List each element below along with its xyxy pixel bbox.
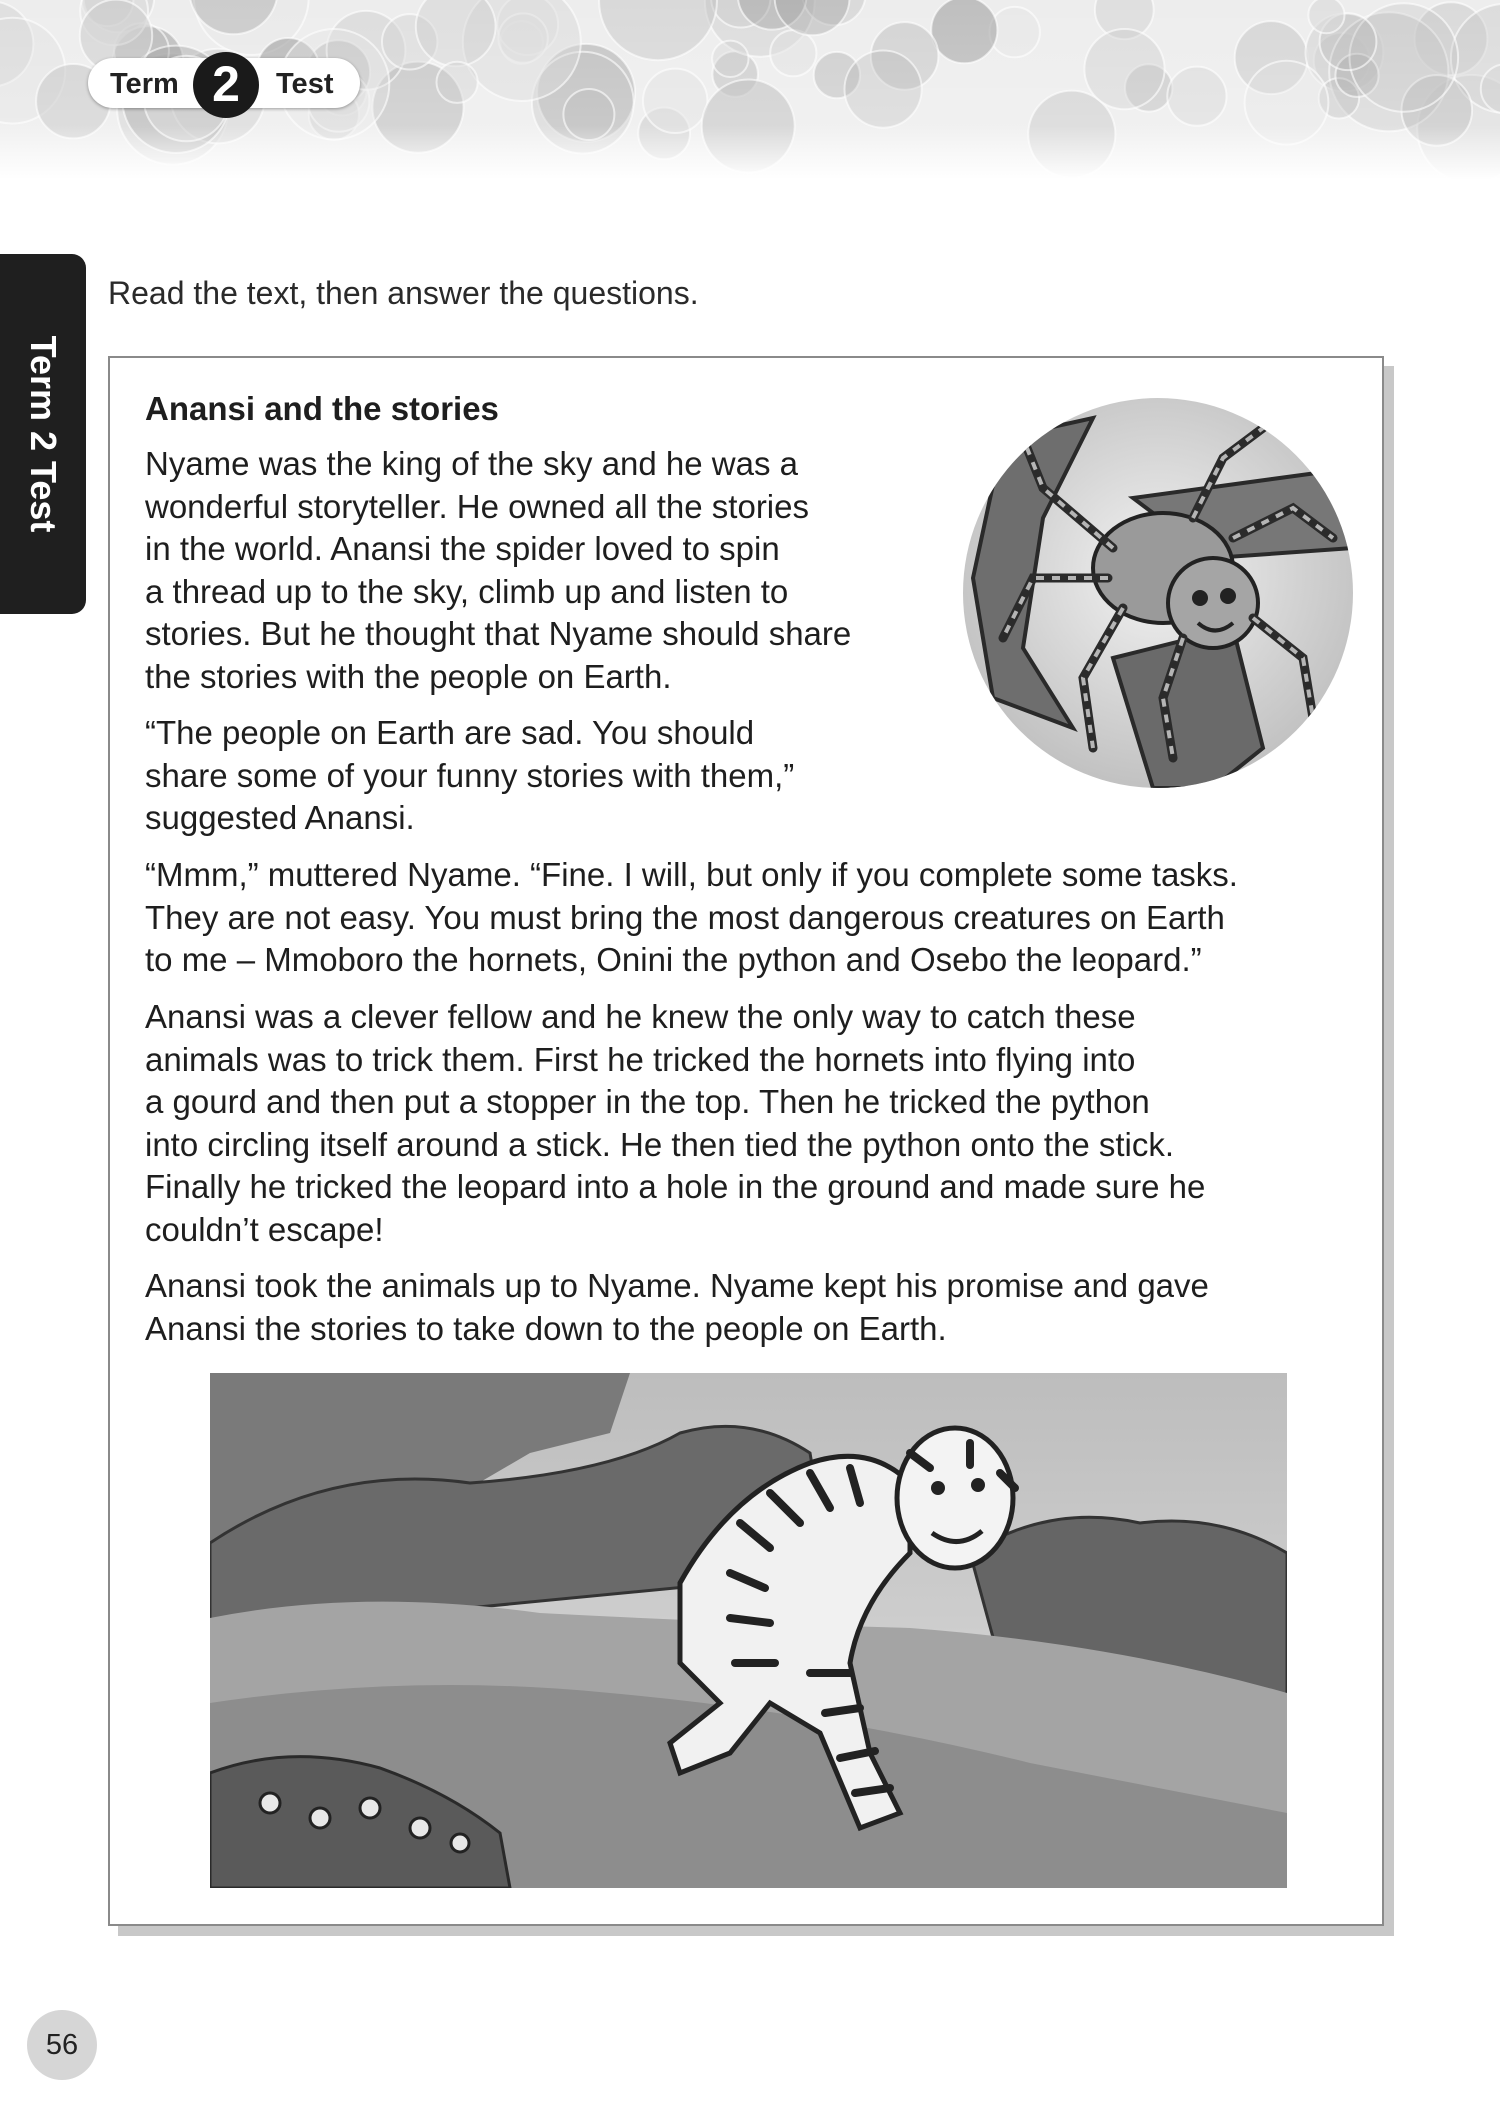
test-word: Test (276, 68, 334, 100)
story-line: to me – Mmoboro the hornets, Onini the python and Osebo the leopard.” (145, 941, 1202, 978)
story-paragraph-5 (145, 1265, 1209, 1350)
story-line: Finally he tricked the leopard into a hole in the ground and made sure he (145, 1168, 1206, 1205)
story-paragraph-2 (145, 712, 794, 840)
story-line: suggested Anansi. (145, 799, 415, 836)
story-line: share some of your funny stories with them,” (145, 756, 795, 794)
story-line: Anansi took the animals up to Nyame. Nyame kept his promise and gave (145, 1267, 1209, 1304)
side-tab-label: Term 2 Test (23, 335, 64, 533)
story-paragraph-4 (145, 996, 1205, 1251)
story-paragraph-1 (145, 443, 851, 698)
story-paragraph-3 (145, 854, 1238, 982)
story-line: Anansi was a clever fellow and he knew the only way to catch these (145, 998, 1136, 1035)
story-line: stories. But he thought that Nyame should share (145, 615, 852, 652)
story-line: a thread up to the sky, climb up and listen to (145, 572, 789, 610)
instruction-text: Read the text, then answer the questions. (108, 275, 699, 311)
story-line: the stories with the people on Earth. (145, 657, 672, 695)
story-line: Anansi the stories to take down to the people on Earth. (145, 1309, 947, 1347)
story-line: in the world. Anansi the spider loved to spin (145, 530, 780, 567)
spider-illustration (963, 398, 1353, 788)
story-title: Anansi and the stories (145, 390, 499, 427)
leopard-illustration (210, 1373, 1287, 1888)
story-line: They are not easy. You must bring the most dangerous creatures on Earth (145, 898, 1225, 936)
story-line: couldn’t escape! (145, 1210, 384, 1248)
side-section-tab (0, 254, 86, 614)
term-word: Term (110, 68, 179, 100)
term-number-circle: 2 (193, 52, 259, 118)
story-line: into circling itself around a stick. He then tied the python onto the stick. (145, 1125, 1175, 1163)
story-line: wonderful storyteller. He owned all the stories (145, 487, 809, 525)
page-number: 56 (27, 2010, 97, 2080)
story-line: “Mmm,” muttered Nyame. “Fine. I will, but only if you complete some tasks. (145, 856, 1238, 893)
story-line: “The people on Earth are sad. You should (145, 714, 755, 751)
term-test-badge (88, 56, 360, 112)
story-line: a gourd and then put a stopper in the top. Then he tricked the python (145, 1083, 1150, 1120)
story-line: animals was to trick them. First he tricked the hornets into flying into (145, 1040, 1136, 1078)
story-line: Nyame was the king of the sky and he was a (145, 445, 799, 482)
